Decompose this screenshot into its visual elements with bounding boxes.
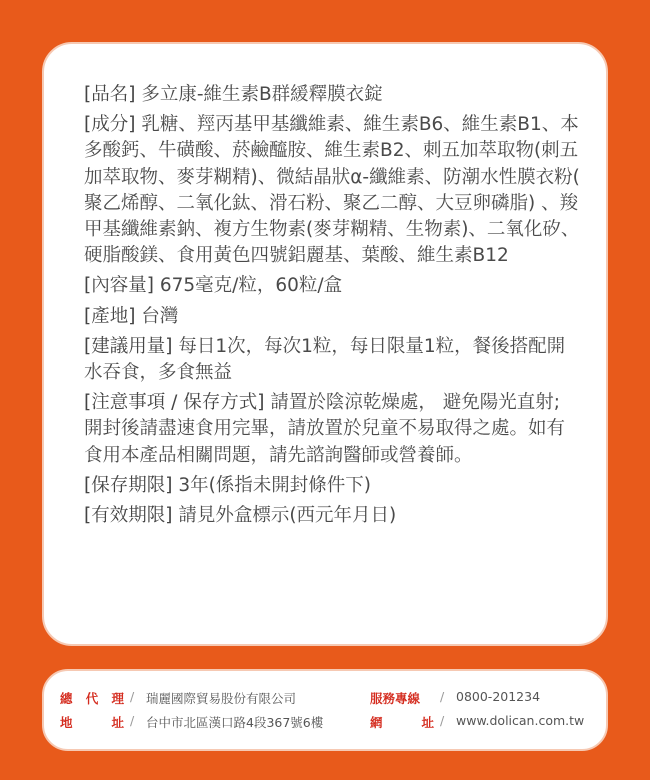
agent-label-char: 理 [111,691,124,706]
website-link[interactable]: www.dolican.com.tw [456,713,585,728]
address-label-char: 址 [111,715,124,730]
agent-separator: / [130,689,135,704]
origin-label: [產地] [84,305,136,327]
usage-row [84,334,580,386]
address-separator: / [130,713,135,728]
address-label [60,713,124,731]
product-name-label: [品名] [84,84,136,105]
content-label: [內容量] [84,275,154,297]
agent-value: 瑞麗國際貿易股份有限公司 [146,691,297,706]
website-label-char: 址 [421,715,434,730]
agent-label-char: 總 [60,691,73,706]
expiry-label: [有效期限] [84,505,173,527]
product-info-card [42,42,608,646]
expiry-row [84,503,580,529]
website-label-char: 網 [370,715,383,730]
content-value: 675毫克/粒，60粒/盒 [153,275,343,297]
agent-label-char: 代 [85,691,99,706]
origin-row [84,304,580,330]
hotline-separator: / [440,689,445,704]
address-label-char: 地 [60,715,73,730]
product-name-value: 多立康-維生素B群緩釋膜衣錠 [135,84,383,105]
ingredients-label: [成分] [84,114,136,136]
expiry-value: 請見外盒標示(西元年月日) [172,505,397,527]
address-value: 台中市北區漢口路4段367號6樓 [146,715,324,730]
origin-value: 台灣 [135,305,179,327]
caution-label: [注意事項 / 保存方式] [84,392,265,414]
ingredients-row [84,112,580,269]
usage-value: 每日1次，每次1粒，每日限量1粒，餐後搭配開水吞食，多食無益 [84,335,566,384]
caution-value: 請置於陰涼乾燥處， 避免陽光直射; 開封後請盡速食用完畢，請放置於兒童不易取得之處。如有食用本產品相關問題，請先諮詢醫師或營養師。 [84,392,566,466]
product-name-row [84,82,580,108]
product-info-list [84,82,580,533]
caution-row [84,390,580,469]
ingredients-value: 乳糖、羥丙基甲基纖維素、維生素B6、維生素B1、本多酸鈣、牛磺酸、菸鹼醯胺、維生素B2、刺五加萃取物(刺五加萃取物、麥芽糊精)、微結晶狀α-纖維素、防潮水性膜衣粉( 聚乙烯醇、二氧化鈦、滑石粉、聚乙二醇、大豆卵磷脂) 、羧甲基纖維素鈉、複方生物素(麥芽糊精、生物素)、二氧化矽、硬脂酸鎂、食用黃色四號鋁麗基、葉酸、維生素B12 [84,114,580,267]
footer-row-2 [44,713,606,733]
website-label [370,713,434,731]
agent-label [60,689,124,707]
hotline-label: 服務專線 [370,691,421,706]
footer-row-1 [44,689,606,709]
website-separator: / [440,713,445,728]
hotline-value[interactable]: 0800-201234 [456,689,541,704]
shelf-life-value: 3年(係指未開封條件下) [172,474,372,496]
shelf-life-row [84,473,580,499]
content-row [84,273,580,299]
company-info-footer [42,669,608,751]
shelf-life-label: [保存期限] [84,474,173,496]
usage-label: [建議用量] [84,335,173,357]
